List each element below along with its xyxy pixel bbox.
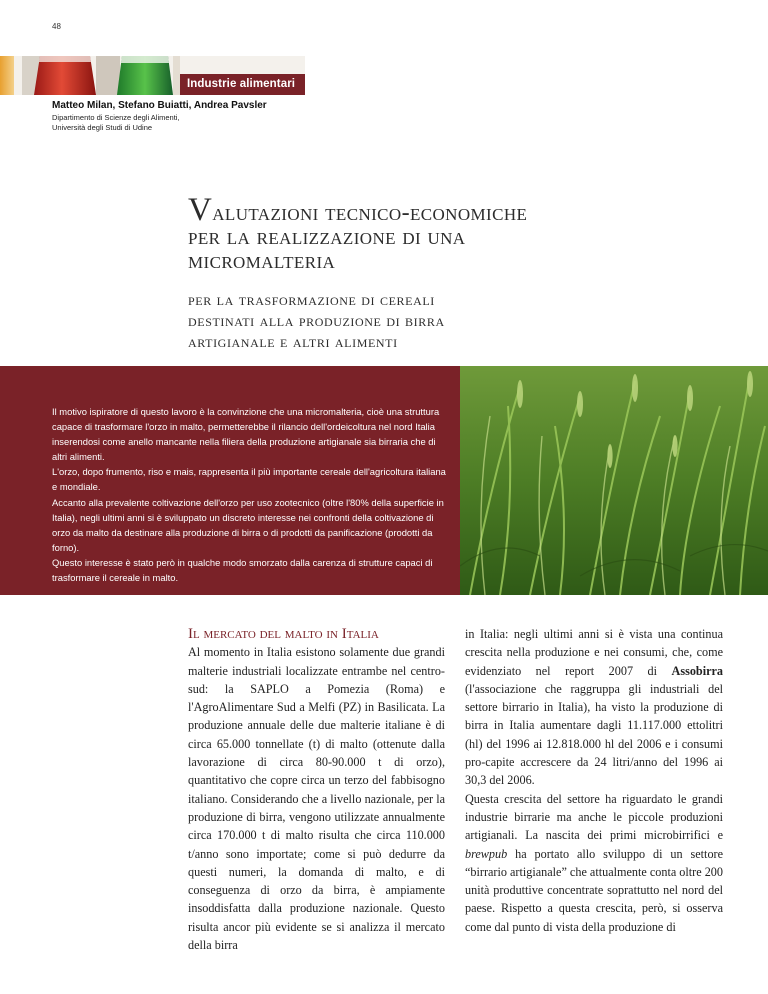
body-paragraph: Al momento in Italia esistono solamente due grandi malterie industriali localizzate entrambe nel centro-sud: la SAPLO a Pomezia (Roma) e l'AgroAlimentare Sud a Melfi (PZ) in Basilicata. La produzione annuale delle due malterie italiane è di circa 65.000 tonnellate (t) di malto (ottenute dalla lavorazione di circa 80-90.000 t di orzo), quantitativo che copre circa un terzo del fabbisogno italiano. Considerando che a livello nazionale, per la produzione di birra, vengono utilizzate annualmente circa 170.000 t di malto risulta che circa 110.000 t/anno sono importate; come si può dedurre da questi numeri, la domanda di malto, e di conseguenza di orzo da birra, è ampiamente insoddisfatta dalla produzione nazionale. Questo risulta ancor più evidente se si analizza il mercato della birra (188, 645, 445, 953)
authors: Matteo Milan, Stefano Buiatti, Andrea Pavsler (52, 100, 267, 111)
section-heading (188, 625, 445, 643)
affiliation (52, 113, 180, 133)
article-subtitle (188, 289, 445, 352)
title-line: alutazioni tecnico-economiche (212, 200, 528, 226)
section-heading-text: talia (346, 626, 379, 642)
title-initial: V (188, 192, 213, 228)
article-title (188, 192, 528, 274)
section-heading-text: l mercato del malto in (193, 626, 342, 642)
affiliation-line: Dipartimento di Scienze degli Alimenti, (52, 113, 180, 122)
article-column-1 (188, 625, 445, 954)
body-text: (l'associazione che raggruppa gli industriali del settore birrario in Italia), ha visto la produzione di birra in Italia aumentare dagli 11.117.000 ettolitri (hl) del 1996 ai 12.818.000 hl del 2006 e i consumi pro-capite accrescere da 24 litri/anno del 1996 ai 30,3 del 2006. (465, 681, 723, 788)
emphasis-term: brewpub (465, 846, 508, 861)
abstract-paragraph: Accanto alla prevalente coltivazione dell'orzo per uso zootecnico (oltre l'80% della superficie in Italia), negli ultimi anni si è sviluppato un discreto interesse nei confronti della coltivazione di orzo da malto da destinare alla produzione di birra o di prodotti da panificazione (prodotti da forno). (52, 496, 444, 553)
title-line: per la realizzazione di una (188, 224, 466, 250)
barley-image (460, 366, 768, 595)
abstract-paragraph: Il motivo ispiratore di questo lavoro è la convinzione che una micromalteria, cioè una struttura capace di trasformare l'orzo in malto, permetterebbe il rilancio dell'ordeicoltura nel nord Italia inserendosi come anello mancante nella filiera della produzione artigianale sia birraria che di altri alimenti. (52, 406, 440, 463)
organization-name: Assobirra (671, 663, 723, 678)
affiliation-line: Università degli Studi di Udine (52, 123, 153, 132)
body-paragraph (465, 625, 723, 790)
section-heading-initial: I (341, 626, 347, 642)
section-heading-initial: I (188, 626, 193, 642)
page-number: 48 (52, 22, 61, 31)
abstract-paragraph: L'orzo, dopo frumento, riso e mais, rappresenta il più importante cereale dell'agricoltura italiana e mondiale. (52, 466, 446, 493)
barley-field-photo (460, 366, 768, 595)
subtitle-line: per la trasformazione di cereali (188, 290, 435, 309)
body-paragraph (465, 790, 723, 936)
abstract-text (52, 404, 448, 585)
article-column-2 (465, 625, 723, 936)
section-tag: Industrie alimentari (180, 74, 305, 95)
subtitle-line: destinati alla produzione di birra (188, 311, 445, 330)
title-line: micromalteria (188, 248, 336, 274)
abstract-paragraph: Questo interesse è stato però in qualche modo smorzato dalla carenza di strutture capaci di trasformare il cereale in malto. (52, 556, 433, 584)
body-text: Questa crescita del settore ha riguardato le grandi industrie birrarie ma anche le piccole produzioni artigianali. La nascita dei primi microbirrifici e (465, 791, 723, 843)
body-text: ha portato allo sviluppo di un settore “birrario artigianale” che attualmente conta oltre 200 unità produttive concentrate soprattutto nel nord del paese. Rispetto a questa crescita, però, si osserva come dal punto di vista della produzione di (465, 846, 723, 934)
subtitle-line: artigianale e altri alimenti (188, 332, 398, 351)
body-text: in Italia: negli ultimi anni si è vista una continua crescita nella produzione e nei consumi, che, come evidenziato nel report 2007 di (465, 627, 723, 678)
